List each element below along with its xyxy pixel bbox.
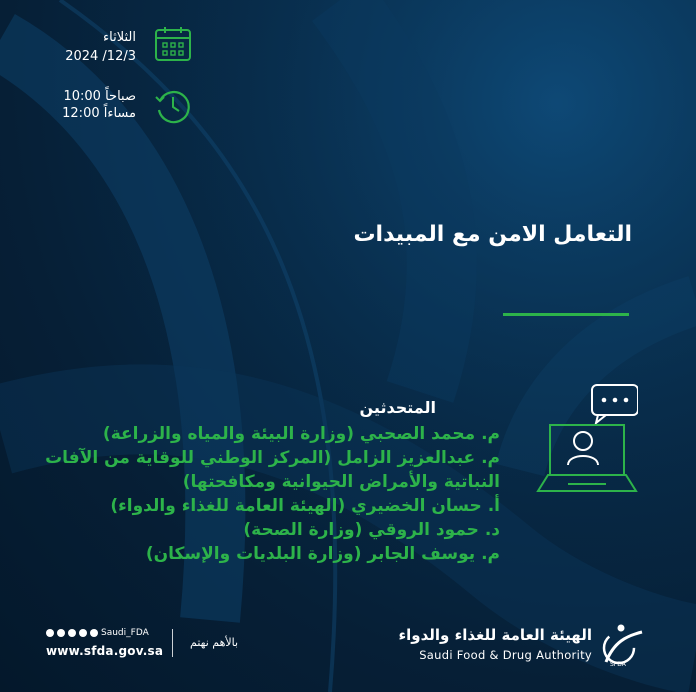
speaker-line: أ. حسان الخضيري (الهيئة العامة للغذاء والدواء) xyxy=(110,496,500,516)
website-link[interactable]: www.sfda.gov.sa xyxy=(46,644,164,658)
social-icon[interactable] xyxy=(57,629,65,637)
speaker-line: النباتية والأمراض الحيوانية ومكافحتها) xyxy=(182,472,500,492)
speaker-line: م. عبدالعزيز الزامل (المركز الوطني للوقاية من الآفات xyxy=(45,448,500,468)
title-underline xyxy=(503,313,629,316)
logo-text: SFDA xyxy=(610,661,626,668)
sfda-logo xyxy=(596,622,646,668)
footer-slogan: بالأهم نهتم xyxy=(190,636,239,649)
social-icon[interactable] xyxy=(46,629,54,637)
speaker-line: د. حمود الروقي (وزارة الصحة) xyxy=(243,520,500,540)
event-day: الثلاثاء xyxy=(103,30,136,45)
social-icons xyxy=(46,628,163,638)
social-icon[interactable] xyxy=(90,629,98,637)
social-handle: Saudi_FDA xyxy=(101,628,149,638)
event-date xyxy=(65,28,136,66)
speakers-list xyxy=(45,422,500,566)
speaker-presentation-icon xyxy=(536,383,638,495)
event-date-value: 2024 /12/3 xyxy=(65,49,136,64)
calendar-icon xyxy=(154,25,192,63)
speaker-line: م. يوسف الجابر (وزارة البلديات والإسكان) xyxy=(145,544,500,564)
event-title: التعامل الامن مع المبيدات xyxy=(353,222,632,247)
social-icon[interactable] xyxy=(79,629,87,637)
event-time xyxy=(62,88,136,122)
clock-icon xyxy=(154,87,192,125)
time-end: 12:00 مساءاً xyxy=(62,106,136,121)
org-name-en: Saudi Food & Drug Authority xyxy=(419,648,592,662)
speakers-heading: المتحدثين xyxy=(359,398,436,417)
speaker-line: م. محمد الصحبي (وزارة البيئة والمياه والزراعة) xyxy=(102,424,500,444)
time-start: 10:00 صباحاً xyxy=(63,89,136,104)
org-name-ar: الهيئة العامة للغذاء والدواء xyxy=(398,626,592,644)
social-icon[interactable] xyxy=(68,629,76,637)
footer-contact xyxy=(46,628,163,658)
footer-divider xyxy=(172,629,173,657)
